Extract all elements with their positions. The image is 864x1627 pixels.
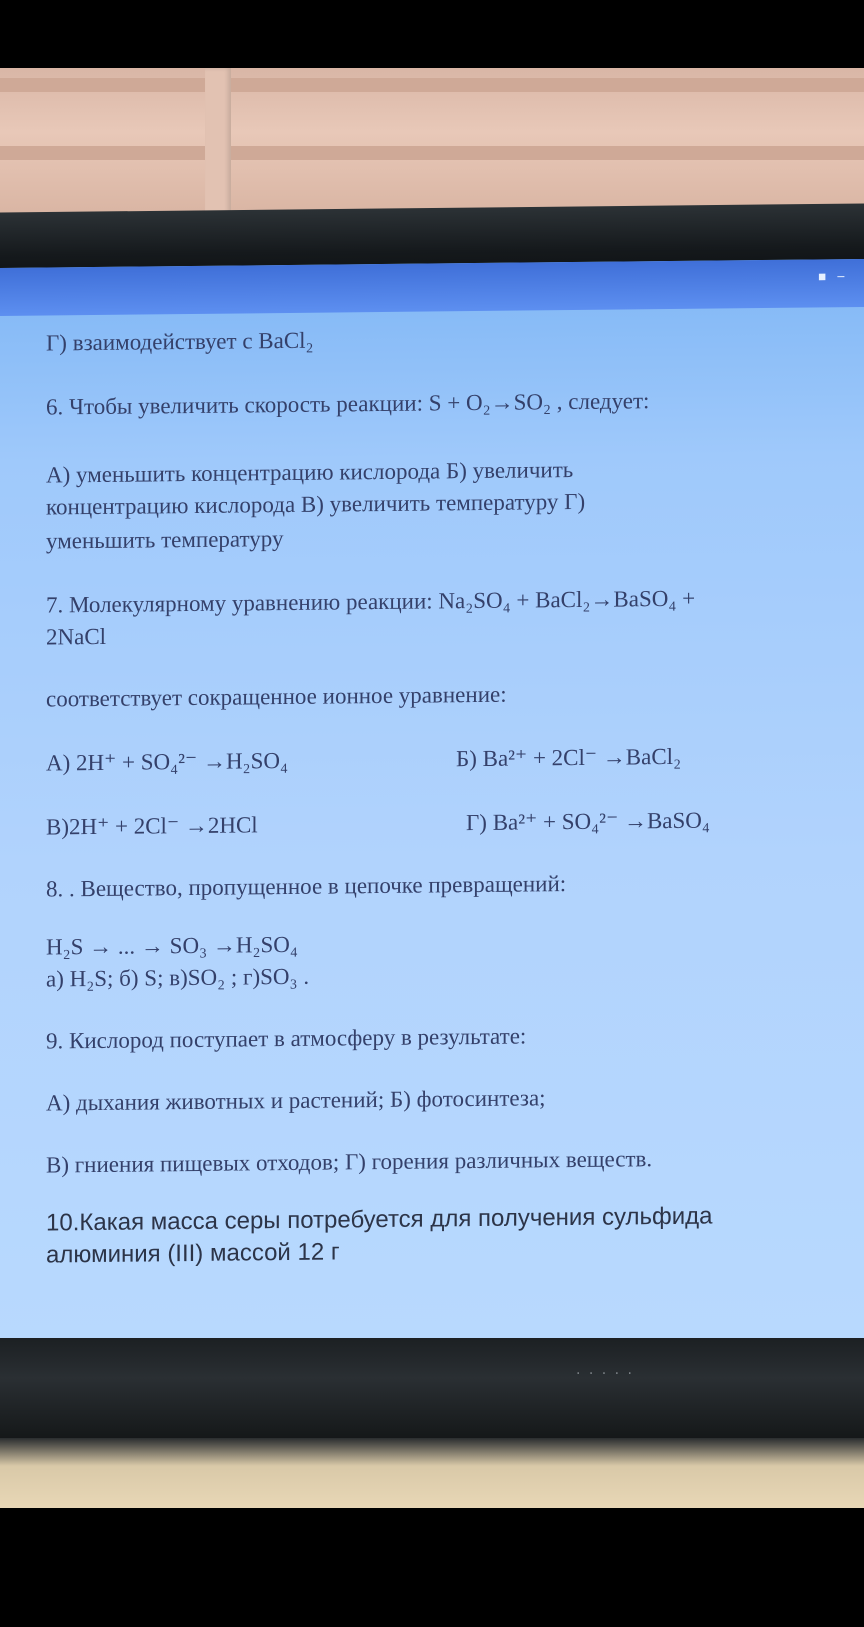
wall-post (205, 68, 231, 228)
q7-question: 7. Молекулярному уравнению реакции: Na₂SO₄ + BaCl₂→BaSO₄ + (46, 585, 696, 618)
q8-chain: H₂S → ... → SO₃ →H₂SO₄ (46, 931, 298, 960)
q10-question-2: алюминия (III) массой 12 г (46, 1238, 340, 1269)
wall-trim (0, 78, 864, 92)
q6-question: 6. Чтобы увеличить скорость реакции: S + O₂→SO₂ , следует: (46, 388, 650, 420)
q8-options: а) H₂S; б) S; в)SO₂ ; г)SO₃ . (46, 963, 310, 992)
q9-question: 9. Кислород поступает в атмосферу в результате: (46, 1023, 527, 1054)
bezel-marking: · · · · · (575, 1366, 634, 1382)
q7-option-a: А) 2H⁺ + SO₄²⁻ →H₂SO₄ (46, 747, 288, 776)
wall-trim (0, 146, 864, 160)
screen (0, 259, 864, 1348)
q6-options-2: концентрацию кислорода В) увеличить температуру Г) (46, 488, 586, 520)
q7-option-b: Б) Ba²⁺ + 2Cl⁻ →BaCl₂ (456, 743, 682, 772)
q5-option-g: Г) взаимодействует с BaCl₂ (46, 327, 314, 356)
q6-options-3: уменьшить температуру (46, 526, 284, 554)
q9-options-2: В) гниения пищевых отходов; Г) горения различных веществ. (46, 1146, 653, 1178)
window-controls-icon[interactable]: ▪ ‒ (817, 269, 848, 285)
q7-option-g: Г) Ba²⁺ + SO₄²⁻ →BaSO₄ (466, 807, 710, 836)
q6-options-1: А) уменьшить концентрацию кислорода Б) увеличить (46, 456, 574, 488)
window-titlebar (0, 259, 864, 316)
q7-option-v: В)2H⁺ + 2Cl⁻ →2HCl (46, 812, 258, 840)
q7-question-2: 2NaCl (46, 623, 107, 650)
monitor-bottom-bezel (0, 1338, 864, 1438)
document-content (46, 319, 856, 1269)
q9-options-1: А) дыхания животных и растений; Б) фотосинтеза; (46, 1085, 546, 1116)
q8-question: 8. . Вещество, пропущенное в цепочке превращений: (46, 871, 567, 902)
q10-question-1: 10.Какая масса серы потребуется для получения сульфида (46, 1202, 713, 1237)
q7-prompt: соответствует сокращенное ионное уравнение: (46, 681, 507, 712)
desk-surface (0, 1438, 864, 1508)
